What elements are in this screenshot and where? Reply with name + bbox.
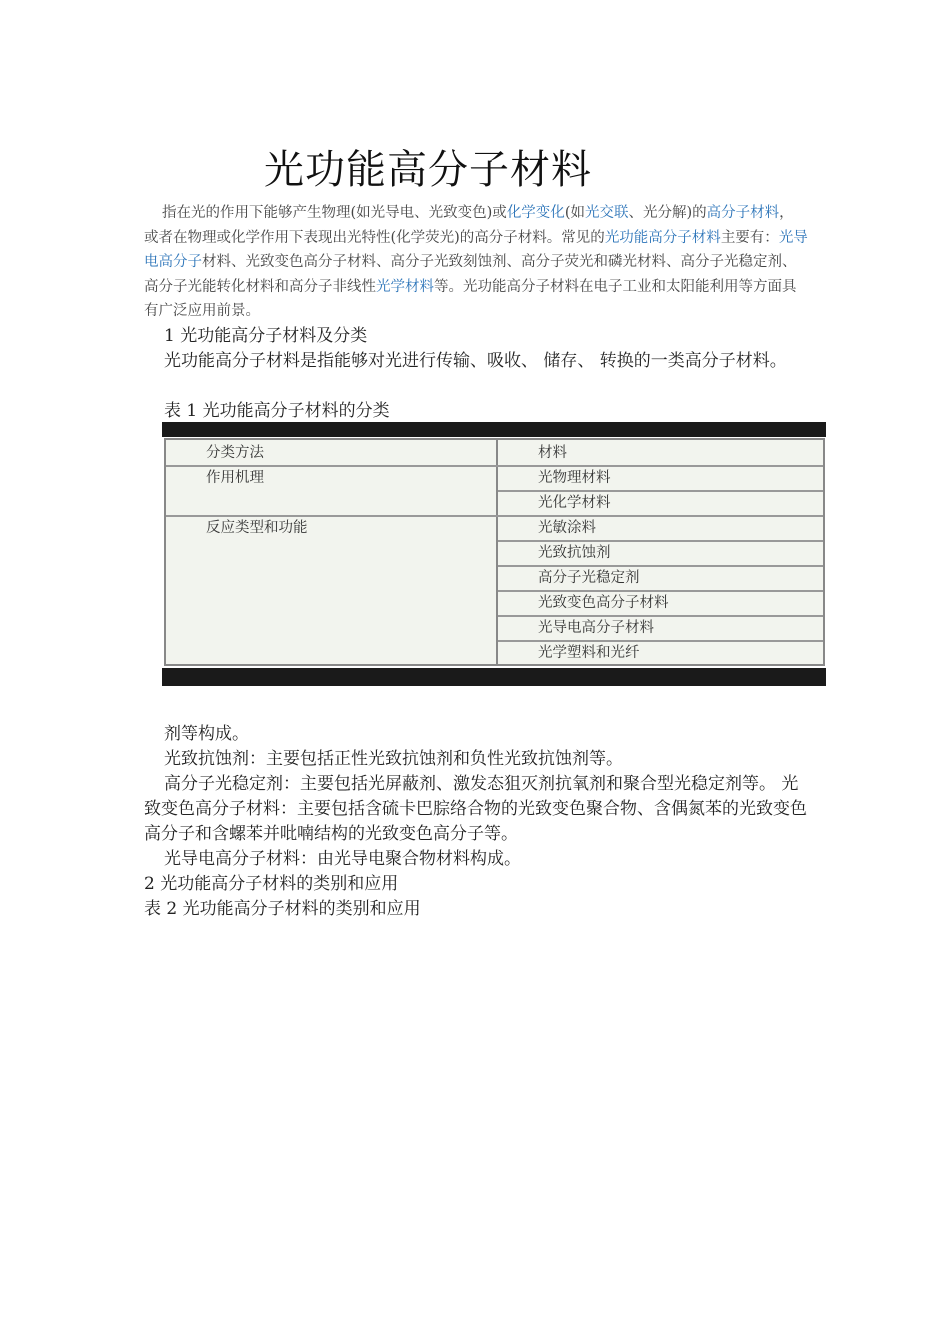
paragraph-photoconductive: 光导电高分子材料：由光导电聚合物材料构成。 (164, 849, 521, 869)
table-header-method: 分类方法 (206, 445, 264, 461)
table-cell-material: 光导电高分子材料 (538, 620, 654, 636)
figure-top-band (162, 422, 826, 437)
table-cell-material: 光物理材料 (538, 470, 611, 486)
table1-figure (162, 422, 826, 686)
intro-text: 、光分解)的 (628, 205, 707, 221)
intro-text: 指在光的作用下能够产生物理(如光导电、光致变色)或 (162, 205, 507, 221)
figure-bottom-band (162, 668, 826, 686)
intro-text: 主要有： (720, 229, 779, 246)
table-header-material: 材料 (538, 445, 567, 461)
intro-link[interactable]: 高分子材料 (706, 205, 780, 221)
table-category: 反应类型和功能 (206, 520, 308, 536)
section1-paragraph: 光功能高分子材料是指能够对光进行传输、吸收、 储存、 转换的一类高分子材料。 (164, 351, 787, 371)
table2-caption: 表 2 光功能高分子材料的类别和应用 (144, 899, 421, 919)
paragraph-stabilizer: 高分子光稳定剂：主要包括光屏蔽剂、激发态狙灭剂抗氧剂和聚合型光稳定剂等。 光致变色高分子材料：主要包括含硫卡巴腙络合物的光致变色聚合物、含偶氮苯的光致变色高分子和含螺苯并吡喃结构的光致变色高分子等。 (144, 774, 807, 844)
paragraph-fragment: 剂等构成。 (164, 724, 249, 744)
intro-text: ，或者在物理或化学作用下表现出光特性(化学荧光)的高分子材料。常见的 (144, 205, 794, 246)
document-title: 光功能高分子材料 (264, 147, 592, 193)
intro-link[interactable]: 化学变化 (506, 205, 565, 221)
table-cell-material: 光学塑料和光纤 (538, 645, 640, 661)
table-cell-material: 高分子光稳定剂 (538, 570, 640, 586)
table-cell-material: 光化学材料 (538, 495, 611, 511)
paragraph-photoresist: 光致抗蚀剂：主要包括正性光致抗蚀剂和负性光致抗蚀剂等。 (164, 749, 623, 769)
intro-text: (如 (564, 205, 585, 221)
table1-caption: 表 1 光功能高分子材料的分类 (164, 401, 390, 421)
intro-link[interactable]: 光学材料 (376, 278, 434, 295)
intro-link[interactable]: 光导电高分子 (144, 229, 808, 270)
intro-link[interactable]: 光功能高分子材料 (604, 229, 721, 246)
intro-text: 材料、光致变色高分子材料、高分子光致刻蚀剂、高分子荧光和磷光材料、高分子光稳定剂、高分子光能转化材料和高分子非线性 (144, 254, 797, 295)
intro-text: 等。光功能高分子材料在电子工业和太阳能利用等方面具有广泛应用前景。 (144, 278, 797, 319)
section2-heading: 2 光功能高分子材料的类别和应用 (144, 874, 399, 894)
classification-table (164, 438, 825, 666)
table-category: 作用机理 (206, 470, 264, 486)
table-cell-material: 光致抗蚀剂 (538, 545, 611, 561)
intro-paragraph (144, 201, 808, 324)
intro-link[interactable]: 光交联 (584, 205, 629, 221)
table-cell-material: 光敏涂料 (538, 520, 596, 536)
section1-heading: 1 光功能高分子材料及分类 (164, 326, 368, 346)
table-cell-material: 光致变色高分子材料 (538, 595, 669, 611)
